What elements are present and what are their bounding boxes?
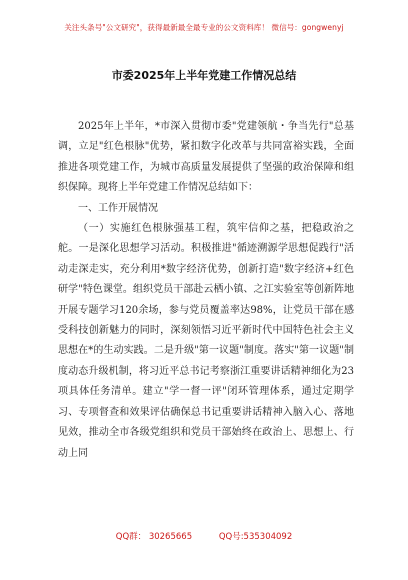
body-paragraph: （一）实施红色根脉强基工程，筑牢信仰之基，把稳政治之舵。一是深化思想学习活动。积极推进"循迹溯源学思想促践行"活动走深走实，充分利用*数字经济优势，创新打造"数字经济+红色研学"特色课堂。组织党员干部赴云栖小镇、之江实验室等创新阵地开展专题学习120余场，参与党员覆盖率达98%，让党员干部在感受科技创新魅力的同时，深刻领悟习近平新时代中国特色社会主义思想在*的生动实践。二是升级"第一议题"制度。落实"第一议题"制度动态升级机制，将习近平总书记考察浙江重要讲话精神细化为23项具体任务清单。建立"学一督一评"闭环管理体系，通过定期学习、专项督查和效果评估确保总书记重要讲话精神入脑入心、落地见效，推动全市各级党组织和党员干部始终在政治上、思想上、行动上同	[58, 223, 354, 459]
header-note: 关注头条号"公文研究"，获得最新最全最专业的公文资料库！ 微信号：gongwenyj	[64, 23, 344, 32]
footer	[0, 530, 408, 542]
footer-qq-number: QQ号:535304092	[218, 532, 293, 542]
intro-paragraph: 2025年上半年，*市深入贯彻市委"党建领航・争当先行"总基调，立足"红色根脉"优势，紧扣数字化改革与共同富裕实践，全面推进各项党建工作，为城市高质量发展提供了坚强的政治保障和组织保障。现将上半年党建工作情况总结如下：	[58, 121, 354, 194]
document-title: 市委2025年上半年党建工作情况总结	[111, 69, 297, 82]
footer-qq-group: QQ群： 30265665	[115, 532, 193, 542]
document-body	[58, 117, 354, 464]
section-heading: 一、工作开展情况	[78, 202, 158, 214]
